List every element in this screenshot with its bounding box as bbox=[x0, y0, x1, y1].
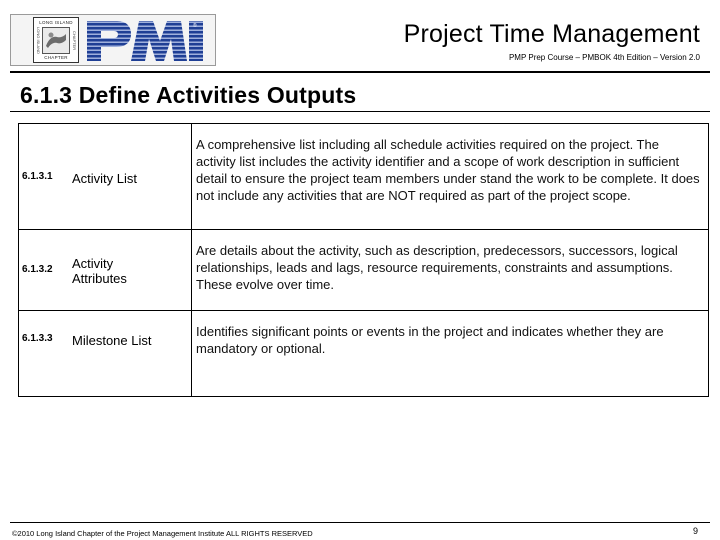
copyright-notice: ©2010 Long Island Chapter of the Project Management Institute ALL RIGHTS RESERVED bbox=[12, 529, 313, 538]
output-label-cell bbox=[19, 311, 192, 397]
pmi-wordmark-icon bbox=[83, 19, 208, 63]
output-label-cell bbox=[19, 124, 192, 230]
pmi-logo bbox=[10, 14, 216, 66]
footer-divider bbox=[10, 522, 710, 523]
output-name: Milestone List bbox=[72, 333, 152, 348]
table-row bbox=[19, 311, 709, 397]
output-name: Activity Attributes bbox=[72, 256, 127, 286]
svg-text:®: ® bbox=[193, 23, 197, 29]
chapter-seal bbox=[33, 17, 79, 63]
header-divider bbox=[10, 71, 710, 73]
course-subtitle: PMP Prep Course – PMBOK 4th Edition – Version 2.0 bbox=[508, 53, 700, 62]
table-row bbox=[19, 230, 709, 311]
seal-emblem-icon bbox=[42, 27, 70, 54]
heading-divider bbox=[10, 111, 710, 112]
seal-bottom-text: CHAPTER bbox=[44, 55, 68, 60]
seal-left-text: LONG ISLAND bbox=[36, 27, 41, 54]
output-number: 6.1.3.1 bbox=[22, 171, 53, 182]
page-title: Project Time Management bbox=[403, 20, 700, 48]
seal-top-text: LONG ISLAND bbox=[39, 20, 73, 25]
section-heading: 6.1.3 Define Activities Outputs bbox=[20, 82, 357, 108]
page-number: 9 bbox=[692, 526, 698, 536]
output-description: Identifies significant points or events in the project and indicates whether they are mandatory or optional. bbox=[192, 311, 709, 397]
output-label-cell bbox=[19, 230, 192, 311]
output-number: 6.1.3.2 bbox=[22, 264, 53, 275]
table-row bbox=[19, 124, 709, 230]
output-description: A comprehensive list including all schedule activities required on the project. The activity list includes the activity identifier and a scope of work description in sufficient detail to ensure the project team members under stand the work to be complete. It does not include any activities that are NOT required as part of the project scope. bbox=[192, 124, 709, 230]
output-name: Activity List bbox=[72, 171, 138, 186]
output-description: Are details about the activity, such as description, predecessors, successors, logical relationships, leads and lags, resource requirements, constraints and assumptions. These evolve over time. bbox=[192, 230, 709, 311]
seal-right-text: CHAPTER bbox=[72, 30, 77, 51]
output-number: 6.1.3.3 bbox=[22, 333, 53, 344]
outputs-table bbox=[18, 123, 709, 397]
